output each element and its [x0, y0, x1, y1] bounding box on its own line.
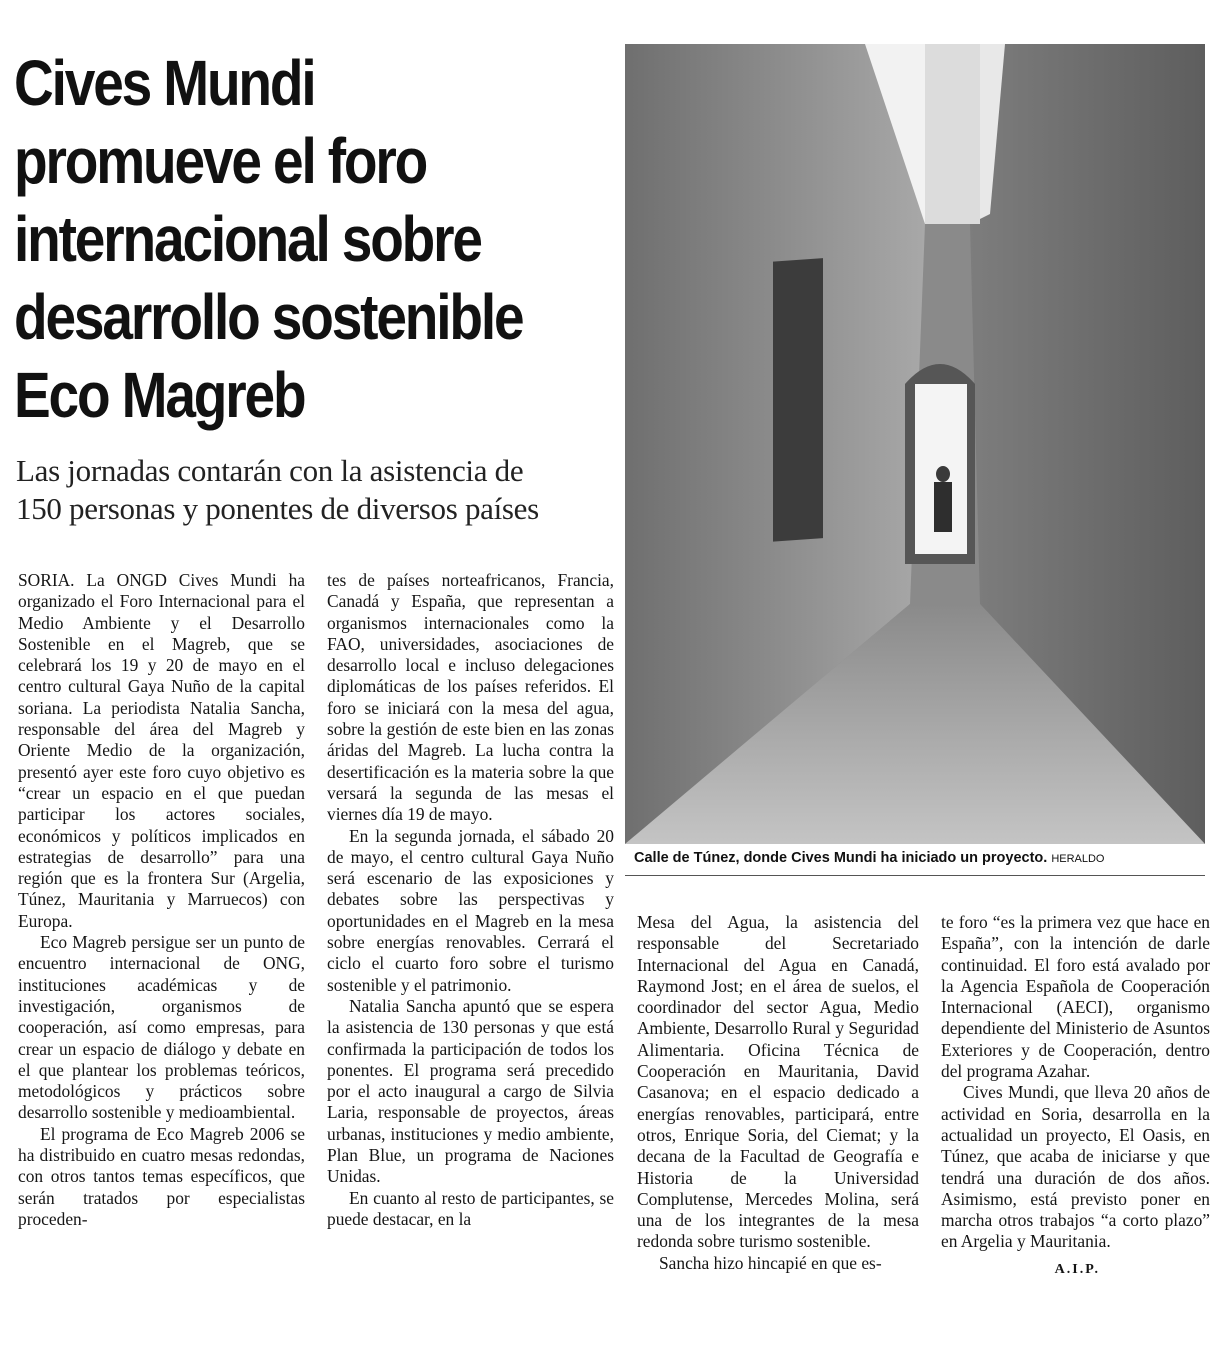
photo-illustration — [625, 44, 1205, 844]
headline-line: internacional sobre — [14, 203, 481, 275]
body-paragraph: SORIA. La ONGD Cives Mundi ha organizado el Foro Internacional para el Medio Ambiente y el Desarrollo Sostenible en el Magreb, que se celebrará los 19 y 20 de mayo en el centro cultural Gaya Nuño de la capital soriana. La periodista Natalia Sancha, responsable del área del Magreb y Oriente Medio de la organización, presentó ayer este foro cuyo objetivo es “crear un espacio en el que puedan participar los actores sociales, económicos y políticos implicados en estrategias de desarrollo” para una región que es la frontera Sur (Argelia, Túnez, Mauritania y Marruecos) con Europa. — [18, 570, 305, 931]
article-column-2 — [327, 570, 614, 1230]
article-column-4 — [941, 912, 1210, 1280]
caption-text: Calle de Túnez, donde Cives Mundi ha iniciado un proyecto. — [634, 850, 1048, 866]
headline-line: promueve el foro — [14, 125, 427, 197]
article-column-3 — [637, 912, 919, 1274]
headline-line: desarrollo sostenible — [14, 281, 523, 353]
headline-line: Cives Mundi — [14, 47, 315, 119]
caption-divider — [625, 875, 1205, 876]
photo-caption — [634, 850, 1105, 866]
subheadline-line: Las jornadas contarán con la asistencia de — [16, 453, 524, 488]
body-paragraph: te foro “es la primera vez que hace en España”, con la intención de darle continuidad. El foro está avalado por la Agencia Española de Cooperación Internacional (AECI), organismo dependiente del Ministerio de Asuntos Exteriores y de Cooperación, dentro del programa Azahar. — [941, 912, 1210, 1082]
body-paragraph: El programa de Eco Magreb 2006 se ha distribuido en cuatro mesas redondas, con otros tantos temas específicos, que serán tratados por especialistas proceden- — [18, 1123, 305, 1229]
headline-line: Eco Magreb — [14, 359, 305, 431]
body-paragraph: En la segunda jornada, el sábado 20 de mayo, el centro cultural Gaya Nuño será escenario de las exposiciones y debates sobre las perspectivas y oportunidades en el Magreb en la mesa sobre energías renovables. Cerrará el ciclo el cuarto foro sobre el turismo sostenible y el patrimonio. — [327, 825, 614, 995]
body-paragraph: Eco Magreb persigue ser un punto de encuentro internacional de ONG, instituciones académicas y de investigación, organismos de cooperación, así como empresas, para crear un espacio de diálogo y debate en el que plantear los problemas teóricos, metodológicos y prácticos sobre desarrollo sostenible y medioambiental. — [18, 932, 305, 1123]
body-paragraph: Sancha hizo hincapié en que es- — [659, 1252, 882, 1273]
body-paragraph: Cives Mundi, que lleva 20 años de actividad en Soria, desarrolla en la actualidad un proyecto, El Oasis, en Túnez, que acaba de iniciarse y que tendrá una duración de dos años. Asimismo, está previsto poner en marcha otros trabajos “a corto plazo” en Argelia y Mauritania. — [941, 1082, 1210, 1252]
subheadline — [16, 452, 616, 528]
body-paragraph: Mesa del Agua, la asistencia del responsable del Secretariado Internacional del Agua en Canadá, Raymond Jost; en el área de suelos, el coordinador del sector Agua, Medio Ambiente, Desarrollo Rural y Seguridad Alimentaria. Oficina Técnica de Cooperación en Mauritania, David Casanova; en el espacio dedicado a energías renovables, participará, entre otros, Enrique Soria, del Ciemat; y la decana de la Facultad de Geografía e Historia de la Universidad Complutense, Mercedes Molina, será una de los integrantes de la mesa redonda sobre turismo sostenible. — [637, 912, 919, 1252]
subheadline-line: 150 personas y ponentes de diversos países — [16, 491, 539, 526]
photo-credit: HERALDO — [1051, 853, 1105, 865]
body-paragraph: tes de países norteafricanos, Francia, Canadá y España, que representan a organismos internacionales como la FAO, universidades, asociaciones de desarrollo local e incluso delegaciones diplomáticas de los países referidos. El foro se iniciará con la mesa del agua, sobre la gestión de este bien en las zonas áridas del Magreb. La lucha contra la desertificación es la materia sobre la que versará la segunda de las mesas el viernes día 19 de mayo. — [327, 570, 614, 825]
article-column-1 — [18, 570, 305, 1230]
headline — [14, 44, 530, 434]
body-paragraph: En cuanto al resto de participantes, se puede destacar, en la — [327, 1187, 614, 1229]
author-byline: A.I.P. — [1054, 1261, 1100, 1277]
body-paragraph: Natalia Sancha apuntó que se espera la asistencia de 130 personas y que está confirmada la participación de todos los ponentes. El programa será precedido por el acto inaugural a cargo de Silvia Laria, responsable de proyectos, áreas urbanas, instituciones y medio ambiente, Plan Blue, un programa de Naciones Unidas. — [327, 995, 614, 1187]
street-photo — [625, 44, 1205, 844]
